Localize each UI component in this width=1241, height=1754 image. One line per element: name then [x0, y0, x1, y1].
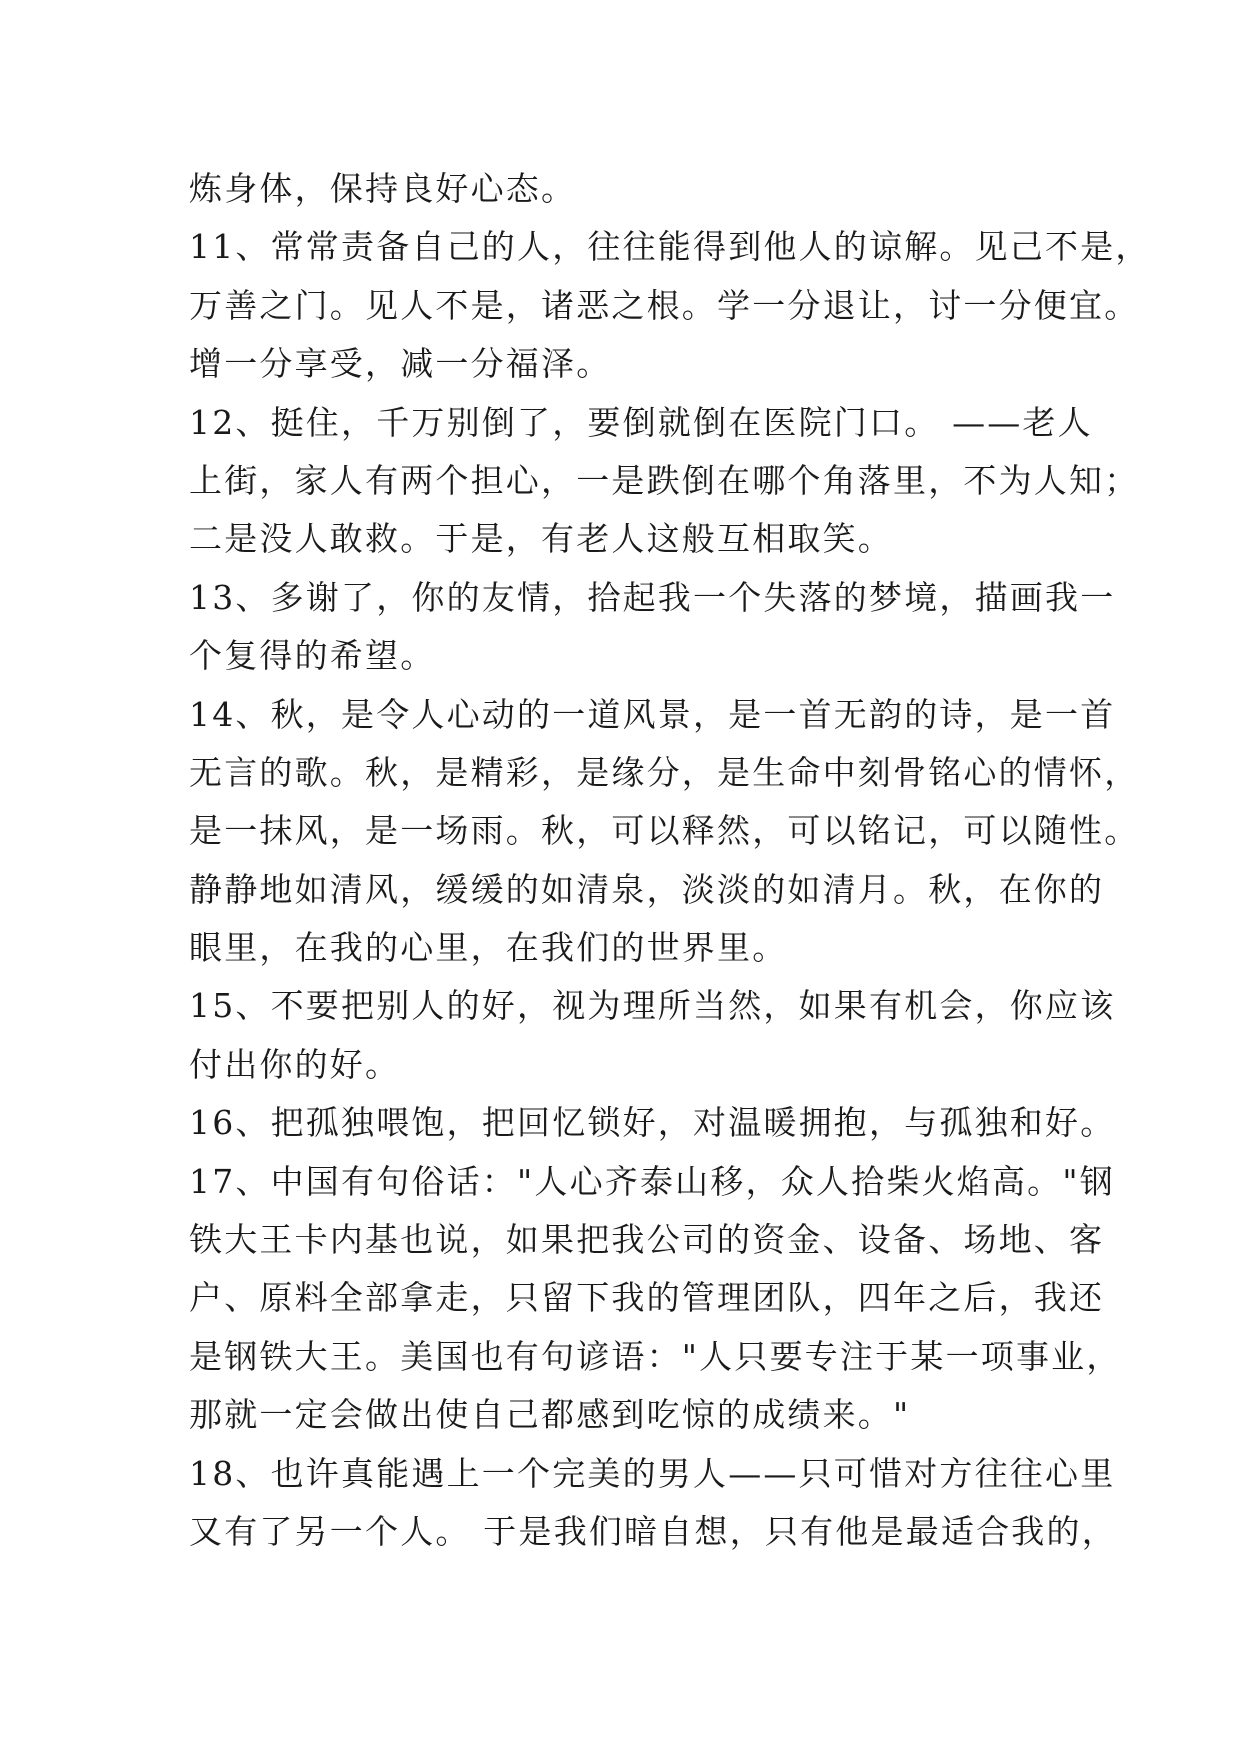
text-line: 户、原料全部拿走，只留下我的管理团队，四年之后，我还 [189, 1278, 1105, 1318]
text-line: 付出你的好。 [189, 1044, 401, 1084]
text-line: 增一分享受，减一分福泽。 [189, 344, 612, 384]
text-line: 静静地如清风，缓缓的如清泉，淡淡的如清月。秋，在你的 [189, 869, 1105, 909]
text-line: 13、多谢了，你的友情，拾起我一个失落的梦境，描画我一 [189, 577, 1116, 617]
text-line: 眼里，在我的心里，在我们的世界里。 [189, 928, 788, 968]
text-line: 那就一定会做出使自己都感到吃惊的成绩来。" [189, 1395, 911, 1435]
text-line: 万善之门。见人不是，诸恶之根。学一分退让，讨一分便宜。 [189, 285, 1140, 325]
text-line: 14、秋，是令人心动的一道风景，是一首无韵的诗，是一首 [189, 694, 1116, 734]
text-line: 炼身体，保持良好心态。 [189, 169, 577, 208]
text-line: 是一抹风，是一场雨。秋，可以释然，可以铭记，可以随性。 [189, 811, 1140, 851]
text-line: 18、也许真能遇上一个完美的男人——只可惜对方往往心里 [189, 1453, 1116, 1493]
text-line: 11、常常责备自己的人，往往能得到他人的谅解。见己不是， [189, 227, 1151, 267]
text-line: 铁大王卡内基也说，如果把我公司的资金、设备、场地、客 [189, 1220, 1105, 1260]
text-line: 二是没人敢救。于是，有老人这般互相取笑。 [189, 519, 893, 559]
text-line: 上街，家人有两个担心，一是跌倒在哪个角落里，不为人知； [189, 460, 1140, 500]
text-line: 无言的歌。秋，是精彩，是缘分，是生命中刻骨铭心的情怀， [189, 752, 1140, 792]
text-line: 17、中国有句俗话："人心齐泰山移，众人拾柴火焰高。"钢 [189, 1161, 1115, 1201]
text-line: 15、不要把别人的好，视为理所当然，如果有机会，你应该 [189, 986, 1116, 1026]
text-line: 又有了另一个人。 于是我们暗自想，只有他是最适合我的， [189, 1511, 1117, 1551]
text-line: 12、挺住，千万别倒了，要倒就倒在医院门口。 ——老人 [189, 402, 1093, 442]
text-line: 是钢铁大王。美国也有句谚语："人只要专注于某一项事业， [189, 1336, 1122, 1376]
text-line: 16、把孤独喂饱，把回忆锁好，对温暖拥抱，与孤独和好。 [189, 1103, 1116, 1143]
text-line: 个复得的希望。 [189, 636, 436, 676]
document-body [189, 160, 1151, 1561]
